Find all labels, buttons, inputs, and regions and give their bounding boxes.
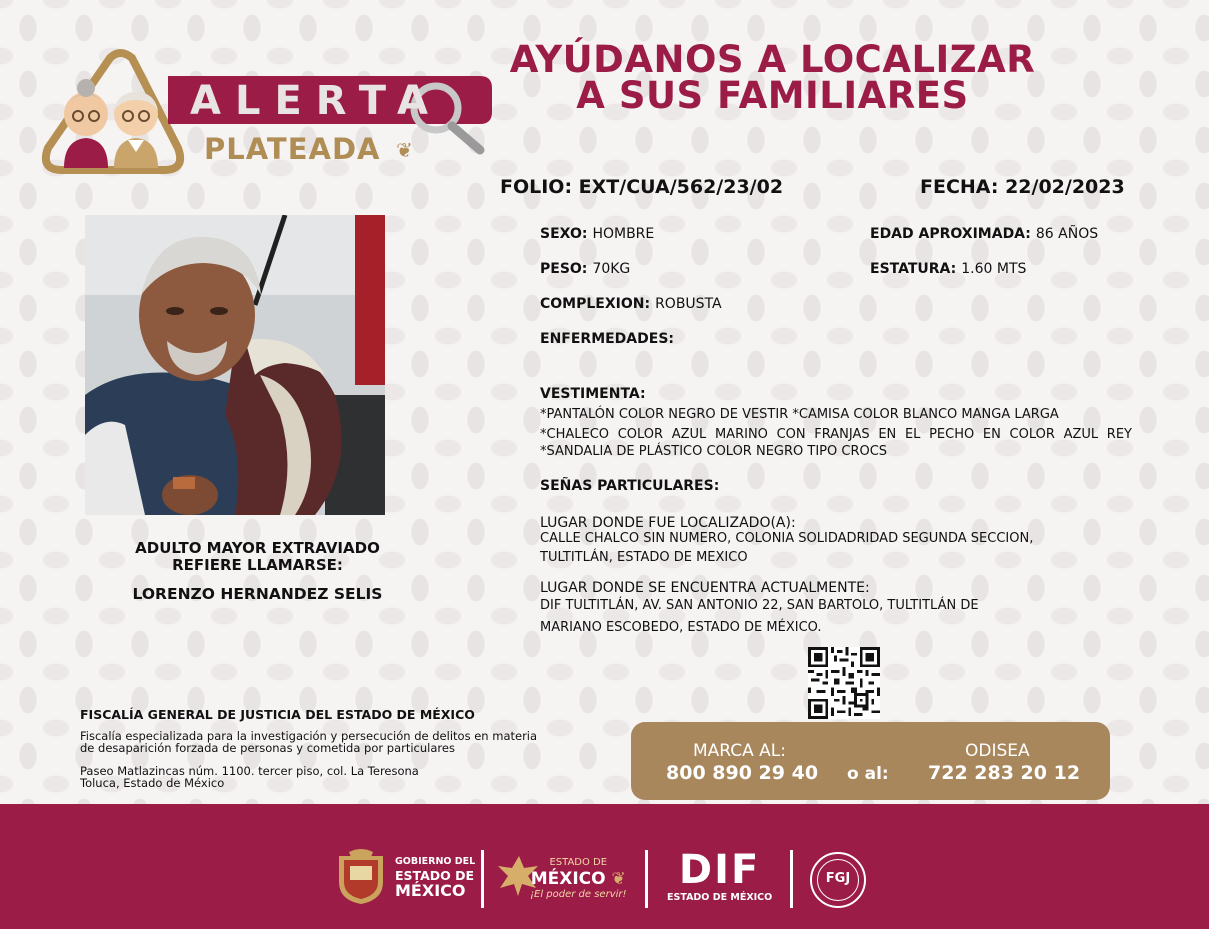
leaf-icon: ❦ [396,138,413,162]
lugar-actual-line-2: MARIANO ESCOBEDO, ESTADO DE MÉXICO. [540,620,822,635]
fgj-word: FGJ [825,871,851,886]
fiscalia-title: FISCALÍA GENERAL DE JUSTICIA DEL ESTADO DE MÉXICO [80,707,475,722]
field-edad [870,226,1098,242]
field-estatura-value: 1.60 MTS [961,261,1027,277]
field-complexion [540,296,722,312]
senas-label: SEÑAS PARTICULARES: [540,478,720,494]
field-complexion-value: ROBUSTA [655,296,722,312]
coat-of-arms-icon [335,848,387,906]
caption-line-1: ADULTO MAYOR EXTRAVIADO [135,539,380,557]
fiscalia-desc-2: de desaparición forzada de personas y cometida por particulares [80,741,455,755]
edomex-slogan: ¡El poder de servir! [530,889,627,900]
footer-separator [481,850,484,908]
vestimenta-line-2: *CHALECO COLOR AZUL MARINO CON FRANJAS EN EL PECHO EN COLOR AZUL REY *SANDALIA DE PLÁSTICO COLOR NEGRO TIPO CROCS [540,427,1132,459]
odisea-phone-number[interactable]: 722 283 20 12 [928,762,1081,784]
contact-box [631,722,1110,800]
vestimenta-line-1: *PANTALÓN COLOR NEGRO DE VESTIR *CAMISA COLOR BLANCO MANGA LARGA [540,407,1059,422]
person-caption [60,540,455,603]
headline [490,38,1055,117]
footer-bar [0,804,1209,929]
folio-number: FOLIO: EXT/CUA/562/23/02 [500,176,784,198]
headline-line-2: A SUS FAMILIARES [576,74,969,117]
field-sexo [540,226,654,242]
headline-line-1: AYÚDANOS A LOCALIZAR [509,38,1036,81]
vestimenta-label: VESTIMENTA: [540,386,646,402]
field-peso-value: 70KG [592,261,631,277]
field-estatura-label: ESTATURA: [870,261,957,277]
edomex-line-1: ESTADO DE [549,857,608,868]
gob-line-2: ESTADO DE [395,868,475,883]
dif-logo [667,847,773,903]
field-enfermedades-label: ENFERMEDADES: [540,331,675,347]
field-peso-label: PESO: [540,261,588,277]
lugar-actual-label: LUGAR DONDE SE ENCUENTRA ACTUALMENTE: [540,580,870,596]
fiscalia-info [80,707,610,789]
odisea-label: ODISEA [965,741,1030,761]
field-enfermedades [540,331,679,347]
person-name: LORENZO HERNANDEZ SELIS [132,585,383,603]
lugar-localizado-line-2: TULTITLÁN, ESTADO DE MEXICO [540,550,748,565]
footer-separator [645,850,648,908]
field-complexion-label: COMPLEXION: [540,296,651,312]
gob-line-3: MÉXICO [395,881,466,900]
qr-code[interactable] [808,647,880,719]
field-sexo-label: SEXO: [540,226,588,242]
fiscalia-address-1: Paseo Matlazincas núm. 1100. tercer piso, col. La Teresona [80,764,419,778]
field-edad-label: EDAD APROXIMADA: [870,226,1031,242]
field-sexo-value: HOMBRE [592,226,655,242]
lugar-localizado-line-1: CALLE CHALCO SIN NUMERO, COLONIA SOLIDADRIDAD SEGUNDA SECCION, [540,531,1034,546]
lugar-actual-line-1: DIF TULTITLÁN, AV. SAN ANTONIO 22, SAN BARTOLO, TULTITLÁN DE [540,598,979,613]
qr-code-icon [808,647,880,719]
edomex-line-2: MÉXICO [530,869,606,889]
edomex-logo-text [530,856,627,902]
marca-phone-number[interactable]: 800 890 29 40 [666,762,819,784]
dif-subtitle: ESTADO DE MÉXICO [667,892,773,903]
person-photo [85,215,385,515]
field-peso [540,261,630,277]
footer-separator [790,850,793,908]
edomex-leaf-icon: ❦ [605,869,626,889]
gob-line-1: GOBIERNO DEL [395,856,476,867]
fiscalia-address-2: Toluca, Estado de México [80,776,225,790]
dif-word: DIF [678,847,761,893]
alerta-plateada-logo [40,48,500,180]
person-photo-image [85,215,385,515]
alerta-word: ALERTA [190,78,442,124]
caption-line-2: REFIERE LLAMARSE: [172,556,343,574]
gobierno-logo-text [395,856,476,900]
marca-label: MARCA AL: [693,741,786,761]
field-estatura [870,261,1026,277]
or-label: o al: [847,764,889,784]
report-date: FECHA: 22/02/2023 [920,176,1125,198]
fiscalia-desc-1: Fiscalía especializada para la investigación y persecución de delitos en materia [80,729,538,743]
fgj-seal [810,852,866,908]
field-edad-value: 86 AÑOS [1035,226,1099,242]
lugar-localizado-label: LUGAR DONDE FUE LOCALIZADO(A): [540,515,796,531]
plateada-word: PLATEADA [204,132,381,166]
